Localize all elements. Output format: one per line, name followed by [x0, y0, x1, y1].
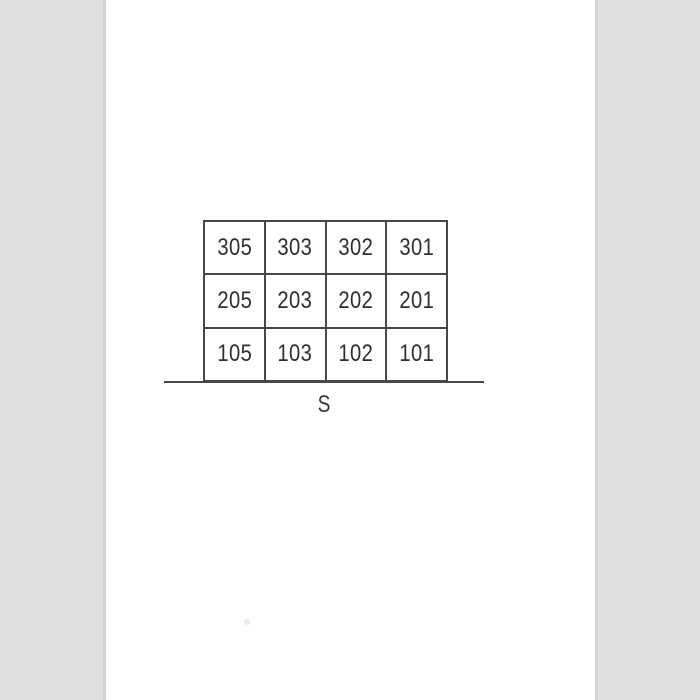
unit-number: 303: [277, 233, 313, 261]
south-label: S: [317, 391, 331, 418]
unit-number: 102: [338, 340, 374, 368]
unit-cell: [326, 328, 387, 381]
unit-cell: [204, 274, 265, 327]
unit-number: 301: [399, 233, 435, 261]
unit-cell: [265, 221, 326, 274]
unit-layout-grid: [203, 220, 448, 382]
unit-cell: [204, 221, 265, 274]
unit-number: 101: [399, 340, 435, 368]
ground-line: [164, 381, 484, 383]
unit-cell: [386, 221, 447, 274]
unit-number: 201: [399, 286, 435, 314]
unit-number: 205: [216, 286, 252, 314]
unit-number: 305: [216, 233, 252, 261]
unit-cell: [204, 328, 265, 381]
right-margin: [595, 0, 700, 700]
unit-number: 202: [338, 286, 374, 314]
unit-cell: [326, 221, 387, 274]
unit-number: 302: [338, 233, 374, 261]
unit-cell: [386, 328, 447, 381]
unit-number: 105: [216, 340, 252, 368]
unit-number: 203: [277, 286, 313, 314]
unit-cell: [326, 274, 387, 327]
left-margin: [0, 0, 106, 700]
unit-number: 103: [277, 340, 313, 368]
speck-artifact: [244, 619, 250, 625]
unit-cell: [386, 274, 447, 327]
unit-cell: [265, 328, 326, 381]
unit-cell: [265, 274, 326, 327]
